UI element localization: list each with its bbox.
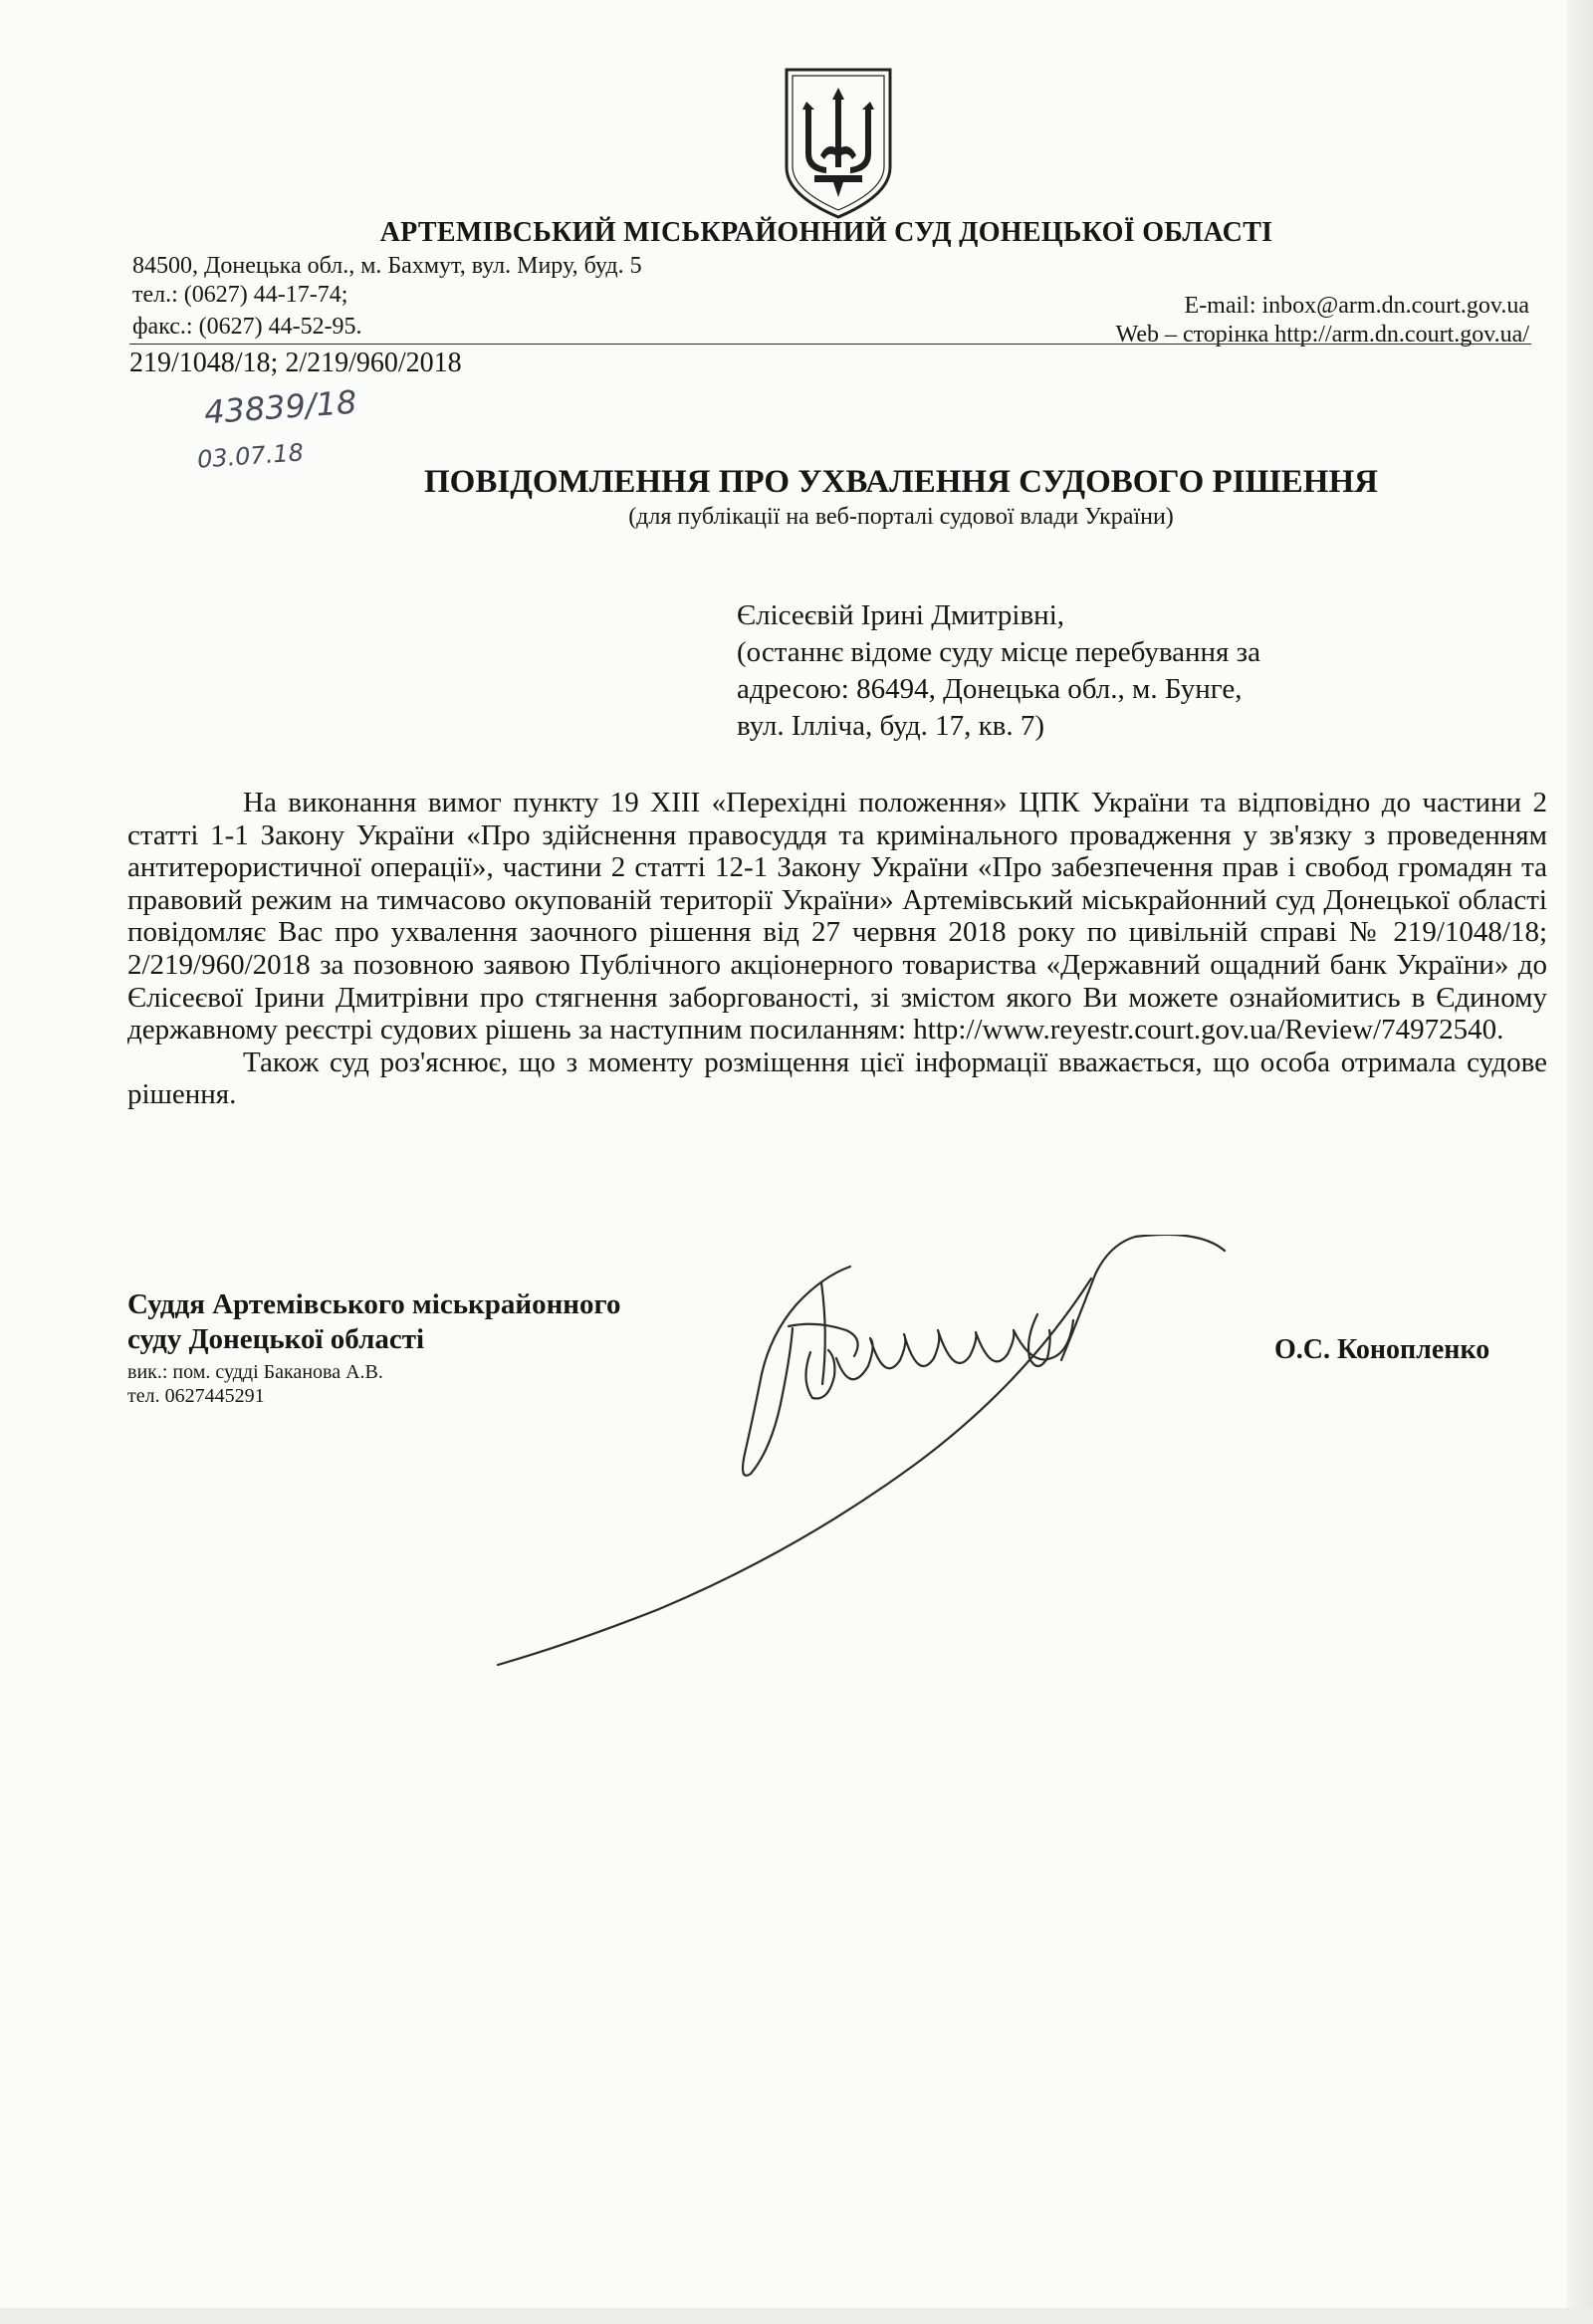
notice-body [127,787,1547,1111]
header-rule [129,344,1531,345]
case-numbers: 219/1048/18; 2/219/960/2018 [129,348,462,378]
prepared-by-block [127,1360,383,1408]
court-website: Web – сторінка http://arm.dn.court.gov.ua/ [1115,322,1529,348]
page-edge-right [1567,0,1593,2324]
page-edge-bottom [0,2308,1593,2324]
handwritten-signature [378,1235,1294,1673]
recipient-line: Єлісеєвій Ірині Дмитрівні, [737,599,1064,631]
coat-of-arms-icon [779,64,898,223]
document-title: ПОВІДОМЛЕННЯ ПРО УХВАЛЕННЯ СУДОВОГО РІШЕННЯ [424,464,1378,500]
court-name-heading: АРТЕМІВСЬКИЙ МІСЬКРАЙОННИЙ СУД ДОНЕЦЬКОЇ ОБЛАСТІ [379,217,1273,248]
court-email: E-mail: inbox@arm.dn.court.gov.ua [1184,293,1529,319]
recipient-line: вул. Ілліча, буд. 17, кв. 7) [737,710,1045,742]
court-fax: факс.: (0627) 44-52-95. [132,314,362,340]
recipient-line: (останнє відоме суду місце перебування за [737,636,1260,668]
judge-name: О.С. Конопленко [1274,1334,1490,1365]
recipient-block [737,597,1513,745]
recipient-line: адресою: 86494, Донецька обл., м. Бунге, [737,673,1243,705]
body-paragraph: На виконання вимог пункту 19 ХIII «Перехідні положення» ЦПК України та відповідно до частини 2 статті 1-1 Закону України «Про здійснення правосуддя та кримінального провадження у зв'язку з проведенням антитерористичної операції», частини 2 статті 12-1 Закону України «Про забезпечення прав і свобод громадян та правовий режим на тимчасово окупованій території України» Артемівський міськрайонний суд Донецької області повідомляє Вас про ухвалення заочного рішення від 27 червня 2018 року по цивільній справі № 219/1048/18; 2/219/960/2018 за позовною заявою Публічного акціонерного товариства «Державний ощадний банк України» до Єлісеєвої Ірини Дмитрівни про стягнення заборгованості, зі змістом якого Ви можете ознайомитись в Єдиному державному реєстрі судових рішень за наступним посиланням: http://www.reyestr.court.gov.ua/Review/74972540. [127,787,1547,1046]
judge-title-line: суду Донецької області [127,1323,425,1355]
document-subtitle: (для публікації на веб-порталі судової влади України) [628,504,1174,530]
court-phone: тел.: (0627) 44-17-74; [132,282,348,308]
handwritten-registration-date: 03.07.18 [196,438,305,474]
body-paragraph: Також суд роз'яснює, що з моменту розміщення цієї інформації вважається, що особа отримала судове рішення. [127,1046,1547,1111]
judge-title-line: Суддя Артемівського міськрайонного [127,1288,621,1320]
prepared-by-phone: тел. 0627445291 [127,1385,265,1407]
court-address: 84500, Донецька обл., м. Бахмут, вул. Миру, буд. 5 [132,253,642,279]
handwritten-registration-number: 43839/18 [202,382,358,432]
prepared-by: вик.: пом. судді Баканова А.В. [127,1361,383,1383]
